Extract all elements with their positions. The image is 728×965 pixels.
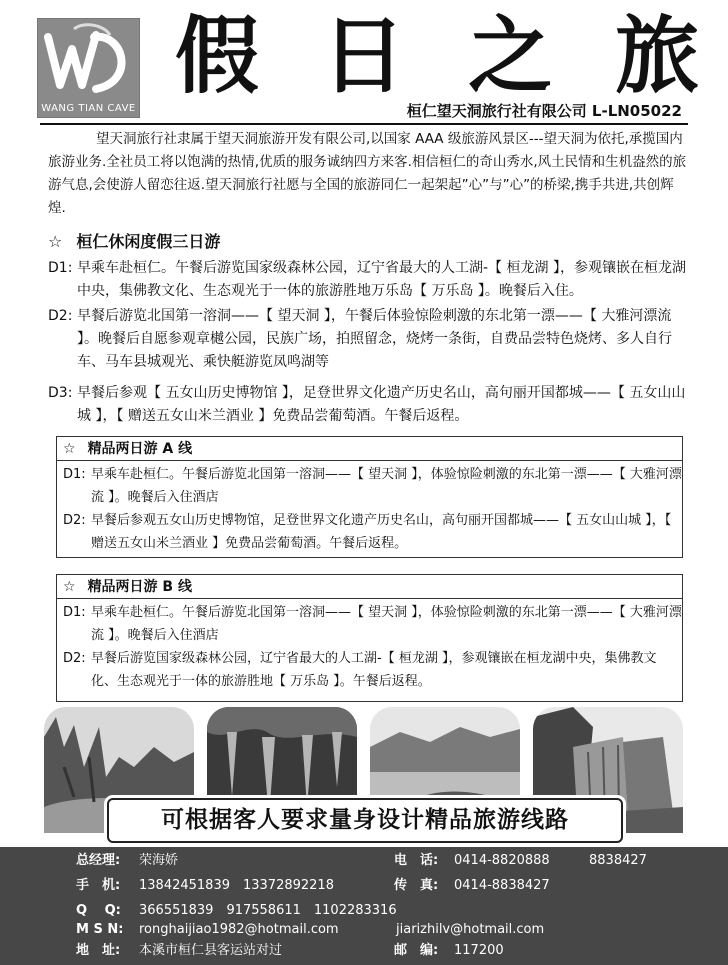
qq-label: Q Q: (76, 903, 121, 918)
day-text: 早餐后游览国家级森林公园，辽宁省最大的人工湖-【 桓龙湖 】，参观镶嵌在桓龙湖中央，集佛教文化、生态观光于一体的旅游胜地【 万乐岛 】。午餐后返程。 (91, 651, 657, 689)
wd-logo-icon (44, 23, 134, 103)
zip-label: 邮 编: (394, 943, 439, 958)
star-icon: ☆ (48, 232, 63, 251)
contact-row (76, 901, 716, 921)
tour3-title-text: 桓仁休闲度假三日游 (76, 232, 221, 251)
tel-label: 电 话: (394, 853, 439, 868)
day-text: 早餐后游览北国第一溶洞——【 望天洞 】，午餐后体验惊险刺激的东北第一漂——【 大雅河漂流 】。晚餐后自愿参观章樾公园，民族广场，拍照留念，烧烤一条街，自费品尝特色烧烤、多人自行车、马车县城观光、乘快艇游览凤鸣湖等 (77, 308, 672, 370)
day-text: 早乘车赴桓仁。午餐后游览北国第一溶洞——【 望天洞 】，体验惊险刺激的东北第一漂——【 大雅河漂流 】。晚餐后入住酒店 (91, 467, 682, 505)
tour-a-title (57, 437, 682, 461)
title-char: 之 (468, 7, 553, 105)
page-title (157, 8, 717, 104)
address-label: 地 址: (76, 943, 121, 958)
star-icon: ☆ (63, 579, 76, 595)
day-text: 早乘车赴桓仁。午餐后游览北国第一溶洞——【 望天洞 】，体验惊险刺激的东北第一漂——【 大雅河漂流 】。晚餐后入住酒店 (91, 605, 682, 643)
header-divider (40, 123, 688, 125)
tour-b-box (56, 574, 683, 702)
tour-a-day-1 (57, 463, 682, 509)
day-tag: D2: (48, 308, 73, 324)
msn-secondary[interactable]: jiarizhilv@hotmail.com (396, 922, 545, 937)
day-tag: D2: (63, 651, 86, 666)
address: 本溪市桓仁县客运站对过 (139, 943, 283, 958)
tour-b-day-1 (57, 601, 682, 647)
logo-caption: WANG TIAN CAVE (41, 103, 136, 114)
contact-row (76, 941, 716, 961)
zip-code: 117200 (454, 943, 504, 958)
tour-a-day-2 (57, 509, 682, 555)
title-char: 旅 (614, 7, 699, 105)
tour-a-title-text: 精品两日游 A 线 (87, 441, 193, 457)
manager-name: 荣海娇 (139, 853, 179, 868)
tel-secondary: 8838427 (589, 853, 647, 868)
tour3-day-2 (48, 305, 688, 374)
star-icon: ☆ (63, 441, 76, 457)
company-logo (37, 18, 140, 118)
mobile-numbers: 13842451839 13372892218 (139, 878, 334, 893)
manager-label: 总经理: (76, 853, 121, 868)
qq-numbers: 366551839 917558611 1102283316 (139, 903, 397, 918)
tour3-title (48, 229, 220, 252)
day-text: 早乘车赴桓仁。午餐后游览国家级森林公园，辽宁省最大的人工湖-【 桓龙湖 】，参观镶嵌在桓龙湖中央，集佛教文化、生态观光于一体的旅游胜地万乐岛【 万乐岛 】。晚餐后入住。 (77, 260, 686, 299)
tour-a-box (56, 436, 683, 558)
fax-label: 传 真: (394, 878, 439, 893)
msn-primary[interactable]: ronghaijiao1982@hotmail.com (139, 922, 339, 937)
fax-number: 0414-8838427 (454, 878, 550, 893)
day-tag: D3: (48, 385, 73, 401)
header (0, 0, 728, 125)
contact-row (76, 876, 716, 896)
mobile-label: 手 机: (76, 878, 121, 893)
tour3-day-1 (48, 257, 688, 303)
custom-route-banner: 可根据客人要求量身设计精品旅游线路 (107, 798, 623, 843)
tour-b-title (57, 575, 682, 599)
contact-footer (0, 847, 728, 965)
contact-row (76, 851, 716, 871)
intro-paragraph: 望天洞旅行社隶属于望天洞旅游开发有限公司,以国家 AAA 级旅游风景区---望天洞为依托,承揽国内旅游业务.全社员工将以饱满的热情,优质的服务诚纳四方来客.相信桓仁的奇山秀水,风土民情和生机盎然的旅游气息,会使游人留恋往返.望天洞旅行社愿与全国的旅游同仁一起架起”心”与”心”的桥梁,携手共进,共创辉煌. (48, 131, 687, 216)
day-tag: D1: (48, 260, 73, 276)
title-char: 日 (321, 7, 406, 105)
day-text: 早餐后参观五女山历史博物馆，足登世界文化遗产历史名山，高句丽开国都城——【 五女山山城 】，【 赠送五女山米兰酒业 】免费品尝葡萄酒。午餐后返程。 (91, 513, 672, 551)
tour-b-day-2 (57, 647, 682, 693)
tel-primary: 0414-8820888 (454, 853, 550, 868)
tour-b-title-text: 精品两日游 B 线 (87, 579, 192, 595)
day-tag: D1: (63, 467, 86, 482)
day-tag: D2: (63, 513, 86, 528)
day-text: 早餐后参观【 五女山历史博物馆 】，足登世界文化遗产历史名山，高句丽开国都城——【 五女山山城 】，【 赠送五女山米兰酒业 】免费品尝葡萄酒。午餐后返程。 (77, 385, 686, 424)
day-tag: D1: (63, 605, 86, 620)
tour3-day-3 (48, 382, 688, 428)
msn-label: M S N: (76, 922, 124, 937)
contact-row (76, 920, 716, 940)
title-char: 假 (174, 7, 259, 105)
company-name: 桓仁望天洞旅行社有限公司 L-LN05022 (406, 102, 682, 120)
